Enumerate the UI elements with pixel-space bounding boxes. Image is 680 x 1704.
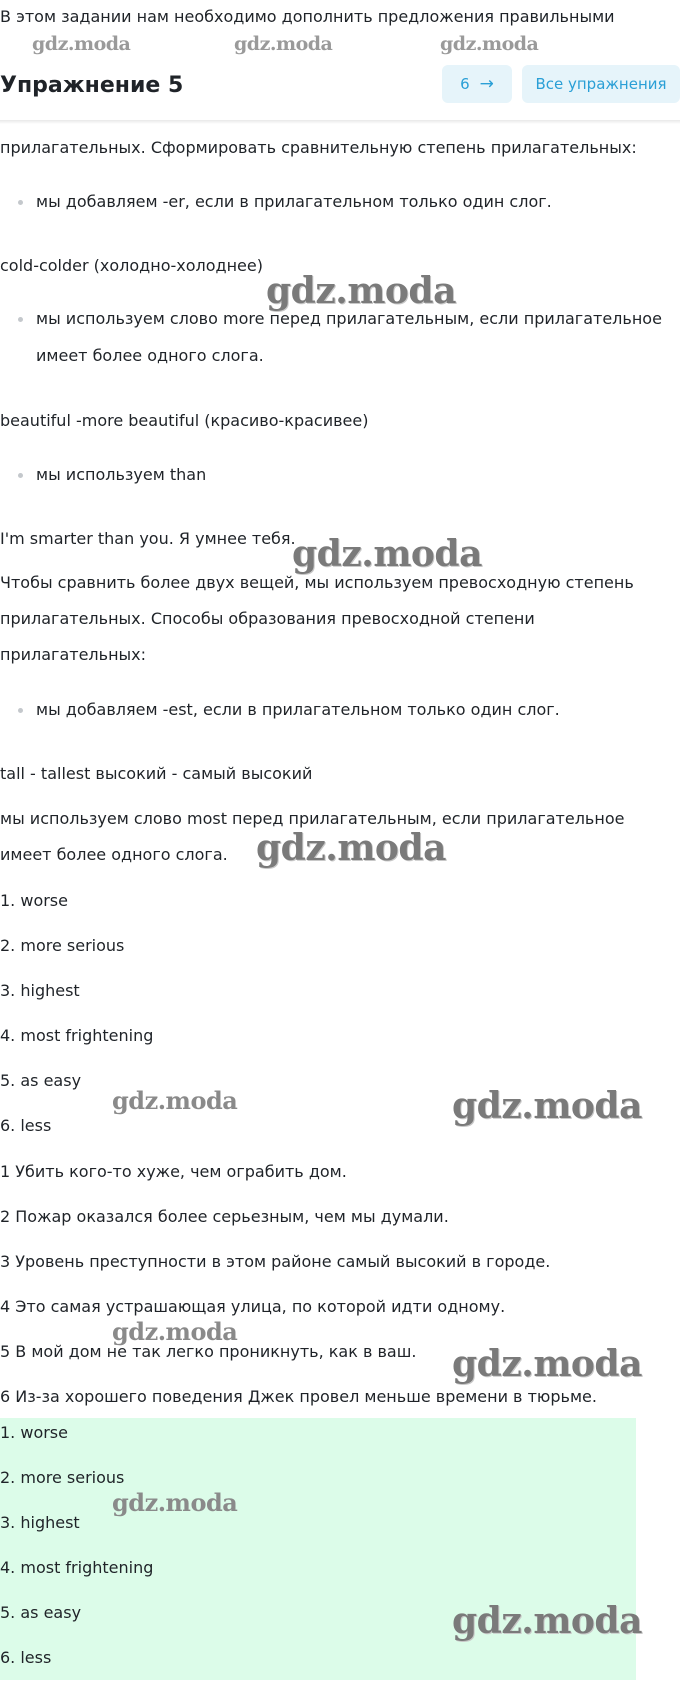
translation-item: 2 Пожар оказался более серьезным, чем мы думали. [0,1207,449,1226]
watermark: gdz.moda [234,33,333,55]
page-title: Упражнение 5 [0,73,184,98]
example-line: cold-colder (холодно-холоднее) [0,256,263,275]
answer-item: 3. highest [0,981,80,1000]
all-exercises-label: Все упражнения [535,75,667,93]
answer-item: 4. most frightening [0,1026,154,1045]
answer-item: 1. worse [0,891,68,910]
highlighted-answer-item: 2. more serious [0,1468,125,1487]
watermark: gdz.moda [32,33,131,55]
list-item-continuation: имеет более одного слога. [36,346,264,365]
example-line: tall - tallest высокий - самый высокий [0,764,313,783]
watermark: gdz.moda [452,1085,642,1127]
paragraph: имеет более одного слога. [0,845,228,864]
watermark: gdz.moda [112,1488,238,1517]
paragraph: прилагательных: [0,645,147,664]
paragraph: прилагательных. Сформировать сравнительную степень прилагательных: [0,138,637,157]
highlighted-answer-item: 4. most frightening [0,1558,154,1577]
exercise-header [0,58,680,120]
watermark: gdz.moda [452,1343,642,1385]
answer-item: 2. more serious [0,936,125,955]
arrow-right-icon: → [479,74,494,94]
list-item: мы используем than [36,465,207,484]
intro-text: В этом задании нам необходимо дополнить предложения правильными [0,7,615,26]
all-exercises-button[interactable] [522,65,680,103]
translation-item: 4 Это самая устрашающая улица, по которой идти одному. [0,1297,506,1316]
translation-item: 6 Из-за хорошего поведения Джек провел меньше времени в тюрьме. [0,1387,597,1406]
bullet-icon [18,473,23,478]
list-item: мы добавляем -est, если в прилагательном только один слог. [36,700,560,719]
translation-item: 5 В мой дом не так легко проникнуть, как в ваш. [0,1342,417,1361]
paragraph: прилагательных. Способы образования превосходной степени [0,609,535,628]
watermark: gdz.moda [112,1086,238,1115]
paragraph: Чтобы сравнить более двух вещей, мы используем превосходную степень [0,573,634,592]
watermark: gdz.moda [266,270,456,312]
list-item: мы используем слово more перед прилагательным, если прилагательное [36,309,662,328]
watermark: gdz.moda [292,533,482,575]
paragraph: мы используем слово most перед прилагательным, если прилагательное [0,809,625,828]
bullet-icon [18,708,23,713]
highlighted-answer-item: 5. as easy [0,1603,82,1622]
answer-item: 5. as easy [0,1071,82,1090]
translation-item: 1 Убить кого-то хуже, чем ограбить дом. [0,1162,347,1181]
watermark: gdz.moda [440,33,539,55]
list-item: мы добавляем -er, если в прилагательном только один слог. [36,192,552,211]
bullet-icon [18,200,23,205]
bullet-icon [18,317,23,322]
header-divider [0,120,680,124]
example-line: I'm smarter than you. Я умнее тебя. [0,529,296,548]
highlighted-answer-item: 6. less [0,1648,52,1667]
next-exercise-button[interactable] [442,65,512,103]
watermark: gdz.moda [112,1317,238,1346]
answer-item: 6. less [0,1116,52,1135]
translation-item: 3 Уровень преступности в этом районе самый высокий в городе. [0,1252,551,1271]
highlighted-answer-item: 3. highest [0,1513,80,1532]
highlighted-answer-item: 1. worse [0,1423,68,1442]
watermark: gdz.moda [452,1600,642,1642]
example-line: beautiful -more beautiful (красиво-красивее) [0,411,369,430]
watermark: gdz.moda [256,827,446,869]
next-exercise-label: 6 [460,75,470,93]
